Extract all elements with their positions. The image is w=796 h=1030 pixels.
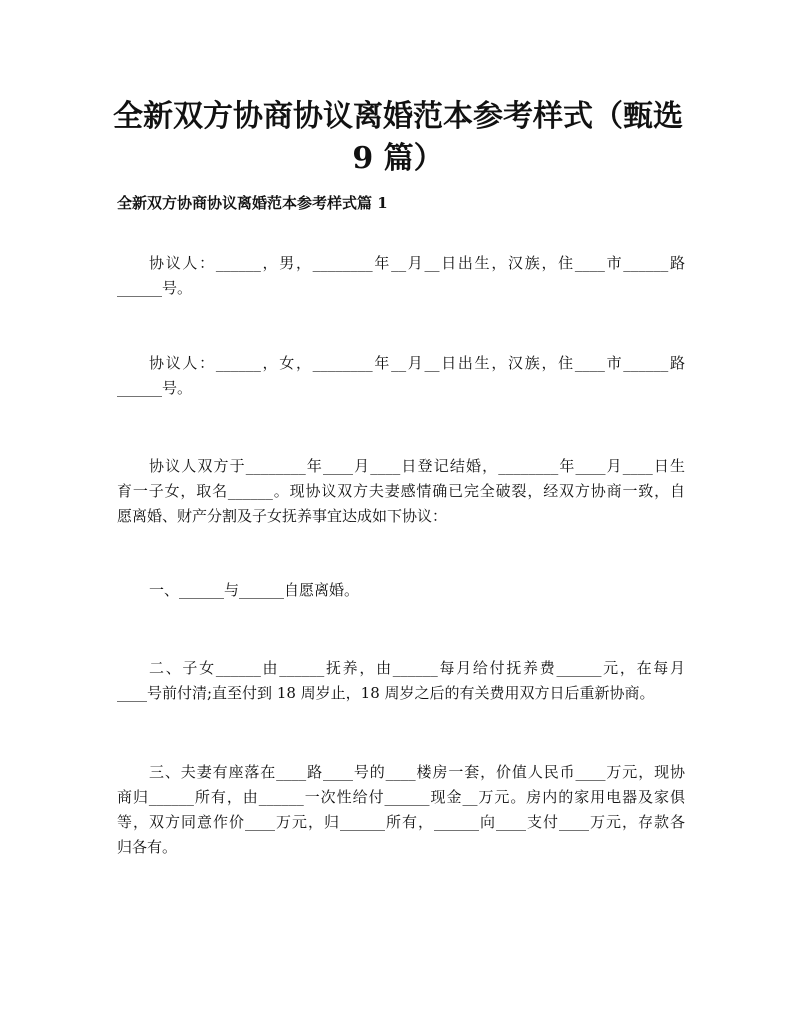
document-title-line-1: 全新双方协商协议离婚范本参考样式（甄选	[113, 99, 683, 134]
paragraph-line: 协议人：______，女，________年__月__日出生，汉族，住____市______路	[149, 354, 685, 372]
paragraph-clause-1	[117, 578, 685, 603]
paragraph-line: 归各有。	[117, 838, 178, 856]
paragraph-party-female	[117, 351, 685, 401]
section-heading: 全新双方协商协议离婚范本参考样式篇 1	[117, 194, 388, 212]
paragraph-line: 等，双方同意作价____万元，归______所有，______向____支付____万元，存款各	[117, 813, 685, 831]
paragraph-line: 三、夫妻有座落在____路____号的____楼房一套，价值人民币____万元，现协	[149, 763, 685, 781]
paragraph-line: ______号。	[117, 379, 193, 397]
paragraph-line: 二、子女______由______抚养，由______每月给付抚养费______元，在每月	[149, 659, 685, 677]
paragraph-line: 协议人：______，男，________年__月__日出生，汉族，住____市______路	[149, 254, 685, 272]
paragraph-line: 一、______与______自愿离婚。	[149, 581, 360, 599]
paragraph-clause-2	[117, 656, 685, 706]
document-title-line-2: 9 篇）	[352, 141, 444, 176]
paragraph-line: 愿离婚、财产分割及子女抚养事宜达成如下协议：	[117, 507, 448, 525]
paragraph-line: 育一子女，取名______。现协议双方夫妻感情确已完全破裂，经双方协商一致，自	[117, 482, 685, 500]
paragraph-line: ____号前付清;直至付到 18 周岁止，18 周岁之后的有关费用双方日后重新协商。	[117, 684, 655, 702]
paragraph-line: 商归______所有，由______一次性给付______现金__万元。房内的家用电器及家俱	[117, 788, 685, 806]
paragraph-clause-3	[117, 760, 685, 860]
paragraph-marriage-info	[117, 454, 685, 529]
paragraph-line: 协议人双方于________年____月____日登记结婚，________年____月____日生	[149, 457, 685, 475]
paragraph-party-male	[117, 251, 685, 301]
paragraph-line: ______号。	[117, 279, 193, 297]
